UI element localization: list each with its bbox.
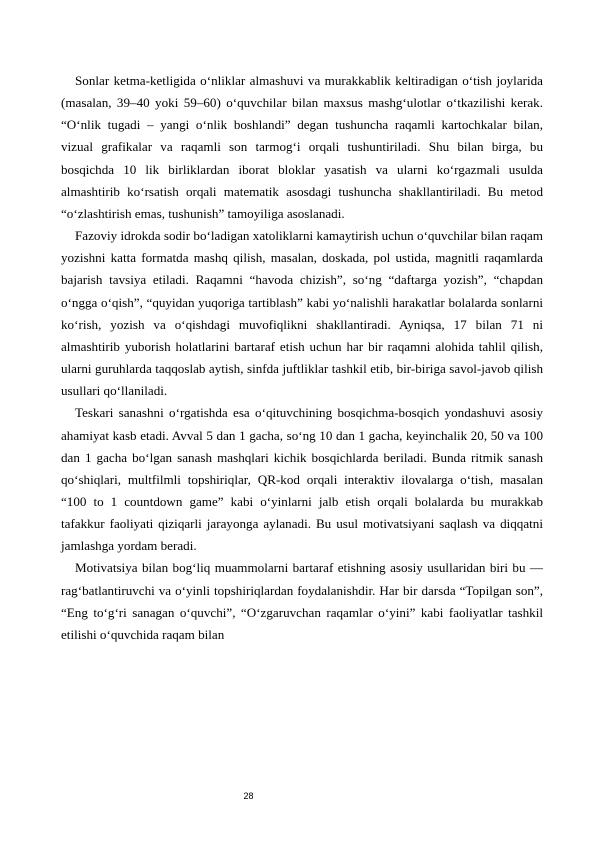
paragraph-4: Motivatsiya bilan bog‘liq muammolarni bartaraf etishning asosiy usullaridan biri bu — rag‘batlantiruvchi va o‘yinli topshiriqlardan foydalanishdir. Har bir darsda “Topilgan son”, “Eng to‘g‘ri sanagan o‘quvchi”, “O‘zgaruvchan raqamlar o‘yini” kabi faoliyatlar tashkil etilishi o‘quvchida raqam bilan xyxy=(61,560,543,642)
page-number: 28 xyxy=(243,791,254,801)
body-text xyxy=(61,70,543,646)
paragraph-2: Fazoviy idrokda sodir bo‘ladigan xatoliklarni kamaytirish uchun o‘quvchilar bilan raqam yozishni katta formatda mashq qilish, masalan, doskada, pol ustida, magnitli raqamlarda bajarish tavsiya etiladi. Raqamni “havoda chizish”, so‘ng “daftarga yozish”, “chapdan o‘ngga o‘qish”, “quyidan yuqoriga tartiblash” kabi yo‘nalishli harakatlar bolalarda sonlarni ko‘rish, yozish va o‘qishdagi muvofiqlikni shakllantiradi. Ayniqsa, 17 bilan 71 ni almashtirib yuborish holatlarini bartaraf etish uchun har bir raqamni alohida tahlil qilish, ularni guruhlarda taqqoslab aytish, sinfda juftliklar tashkil etib, bir-biriga savol-javob qilish usullari qo‘llaniladi. xyxy=(61,228,543,399)
paragraph-3: Teskari sanashni o‘rgatishda esa o‘qituvchining bosqichma-bosqich yondashuvi asosiy ahamiyat kasb etadi. Avval 5 dan 1 gacha, so‘ng 10 dan 1 gacha, keyinchalik 20, 50 va 100 dan 1 gacha bo‘lgan sanash mashqlari kichik bosqichlarda beriladi. Bunda ritmik sanash qo‘shiqlari, multfilmli topshiriqlar, QR-kod orqali interaktiv ilovalarga o‘tish, masalan “100 to 1 countdown game” kabi o‘yinlarni jalb etish orqali bolalarda bu murakkab tafakkur faoliyati qiziqarli jarayonga aylanadi. Bu usul motivatsiyani saqlash va diqqatni jamlashga yordam beradi. xyxy=(61,405,543,554)
page-number-footer xyxy=(0,791,595,801)
paragraph-1: Sonlar ketma-ketligida o‘nliklar almashuvi va murakkablik keltiradigan o‘tish joylarida (masalan, 39–40 yoki 59–60) o‘quvchilar bilan maxsus mashg‘ulotlar o‘tkazilishi kerak. “O‘nlik tugadi – yangi o‘nlik boshlandi” degan tushuncha raqamli kartochkalar bilan, vizual grafikalar va raqamli son tarmog‘i orqali tushuntiriladi. Shu bilan birga, bu bosqichda 10 lik birliklardan iborat bloklar yasatish va ularni ko‘rgazmali usulda almashtirib ko‘rsatish orqali matematik asosdagi tushuncha shakllantiriladi. Bu metod “o‘zlashtirish emas, tushunish” tamoyiliga asoslanadi. xyxy=(61,73,543,221)
